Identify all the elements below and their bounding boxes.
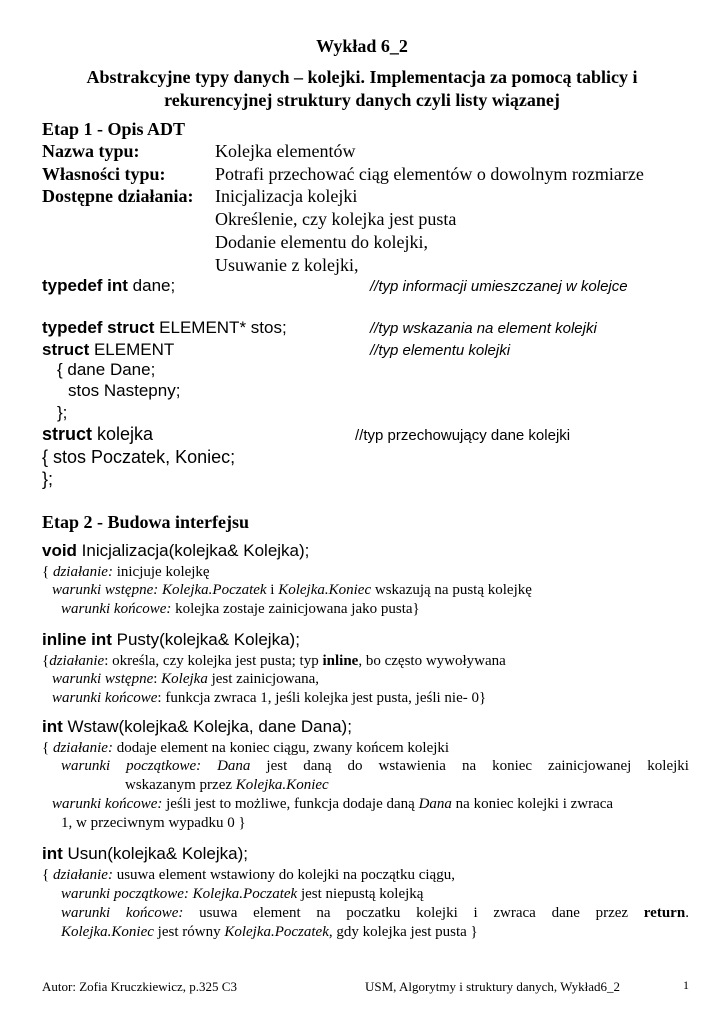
description-action: { działanie: usuwa element wstawiony do kolejki na początku ciągu,	[42, 867, 455, 883]
etap1-heading: Etap 1 - Opis ADT	[42, 119, 186, 139]
code-text: Usun(kolejka& Kolejka);	[62, 844, 248, 863]
type-name-value: Kolejka elementów	[215, 141, 356, 161]
code-line-close: };	[42, 469, 54, 489]
description-postcondition-cont: 1, w przeciwnym wypadku 0 }	[61, 815, 246, 831]
code-line-typedef-stos	[42, 318, 287, 338]
code-line-struct-element	[42, 340, 174, 360]
code-comment: //typ wskazania na element kolejki	[370, 320, 597, 337]
code-text: Inicjalizacja(kolejka& Kolejka);	[76, 541, 310, 560]
type-name-label: Nazwa typu:	[42, 141, 140, 161]
code-keyword: struct	[42, 424, 93, 444]
description-postcondition: warunki końcowe: usuwa element na poczatku kolejki i zwraca dane przez return.	[61, 905, 689, 921]
code-text: Pusty(kolejka& Kolejka);	[111, 630, 300, 649]
type-props-label: Własności typu:	[42, 164, 166, 184]
footer-author: Autor: Zofia Kruczkiewicz, p.325 C3	[42, 979, 237, 994]
operations-label: Dostępne działania:	[42, 186, 194, 206]
page-number: 1	[683, 978, 689, 992]
description-precondition: warunki wstępne: Kolejka jest zainicjowana,	[52, 671, 320, 687]
code-keyword: typedef struct	[42, 318, 155, 337]
function-signature-wstaw	[42, 717, 352, 737]
subtitle-line-2: rekurencyjnej struktury danych czyli listy wiązanej	[164, 90, 560, 110]
code-line-typedef-dane	[42, 276, 175, 296]
subtitle-line-1: Abstrakcyjne typy danych – kolejki. Implementacja za pomocą tablicy i	[86, 67, 638, 87]
description-postcondition: warunki końcowe: jeśli jest to możliwe, funkcja dodaje daną Dana na koniec kolejki i zwraca	[52, 796, 614, 812]
description-postcondition: warunki końcowe: kolejka zostaje zainicjowana jako pusta}	[61, 601, 420, 617]
function-signature-usun	[42, 844, 248, 864]
type-props-value: Potrafi przechować ciąg elementów o dowolnym rozmiarze	[215, 164, 644, 184]
code-keyword: typedef int	[42, 276, 128, 295]
code-text: kolejka	[92, 424, 154, 444]
code-keyword: void	[42, 541, 77, 560]
operation-item: Usuwanie z kolejki,	[215, 255, 359, 275]
code-text: ELEMENT	[89, 340, 175, 359]
footer-course: USM, Algorytmy i struktury danych, Wykład6_2	[365, 979, 620, 994]
description-postcondition: warunki końcowe: funkcja zwraca 1, jeśli kolejka jest pusta, jeśli nie- 0}	[52, 690, 487, 706]
description-action: { działanie: inicjuje kolejkę	[42, 564, 210, 580]
code-comment: //typ elementu kolejki	[370, 342, 511, 359]
description-precondition: warunki początkowe: Dana jest daną do wstawienia na koniec zainicjowanej kolejki	[61, 758, 689, 774]
operation-item: Dodanie elementu do kolejki,	[215, 232, 428, 252]
code-keyword: int	[42, 844, 63, 863]
code-comment: //typ przechowujący dane kolejki	[355, 427, 571, 444]
code-text: Wstaw(kolejka& Kolejka, dane Dana);	[62, 717, 352, 736]
description-action: {działanie: określa, czy kolejka jest pusta; typ inline, bo często wywoływana	[42, 653, 506, 669]
etap2-heading: Etap 2 - Budowa interfejsu	[42, 512, 250, 532]
description-postcondition-cont: Kolejka.Koniec jest równy Kolejka.Poczatek, gdy kolejka jest pusta }	[61, 924, 478, 940]
code-line-close: };	[57, 403, 68, 422]
code-line-field-nastepny: stos Nastepny;	[68, 381, 181, 400]
operation-item: Określenie, czy kolejka jest pusta	[215, 209, 457, 229]
code-text: ELEMENT* stos;	[154, 318, 287, 337]
code-keyword: inline int	[42, 630, 112, 649]
code-line-struct-kolejka	[42, 424, 153, 445]
code-text: dane;	[127, 276, 176, 295]
operation-item: Inicjalizacja kolejki	[215, 186, 358, 206]
description-precondition: warunki wstępne: Kolejka.Poczatek i Kolejka.Koniec wskazują na pustą kolejkę	[52, 582, 532, 598]
description-precondition: warunki początkowe: Kolejka.Poczatek jest niepustą kolejką	[61, 886, 424, 902]
code-comment: //typ informacji umieszczanej w kolejce	[370, 278, 628, 295]
page-title: Wykład 6_2	[316, 36, 408, 56]
description-action: { działanie: dodaje element na koniec ciągu, zwany końcem kolejki	[42, 740, 450, 756]
function-signature-pusty	[42, 630, 300, 650]
description-precondition-cont: wskazanym przez Kolejka.Koniec	[125, 777, 329, 793]
function-signature-inicjalizacja	[42, 541, 309, 561]
code-line-fields-kolejka: { stos Poczatek, Koniec;	[42, 447, 236, 467]
code-keyword: struct	[42, 340, 90, 359]
code-line-field-dane: { dane Dane;	[57, 360, 156, 379]
code-keyword: int	[42, 717, 63, 736]
